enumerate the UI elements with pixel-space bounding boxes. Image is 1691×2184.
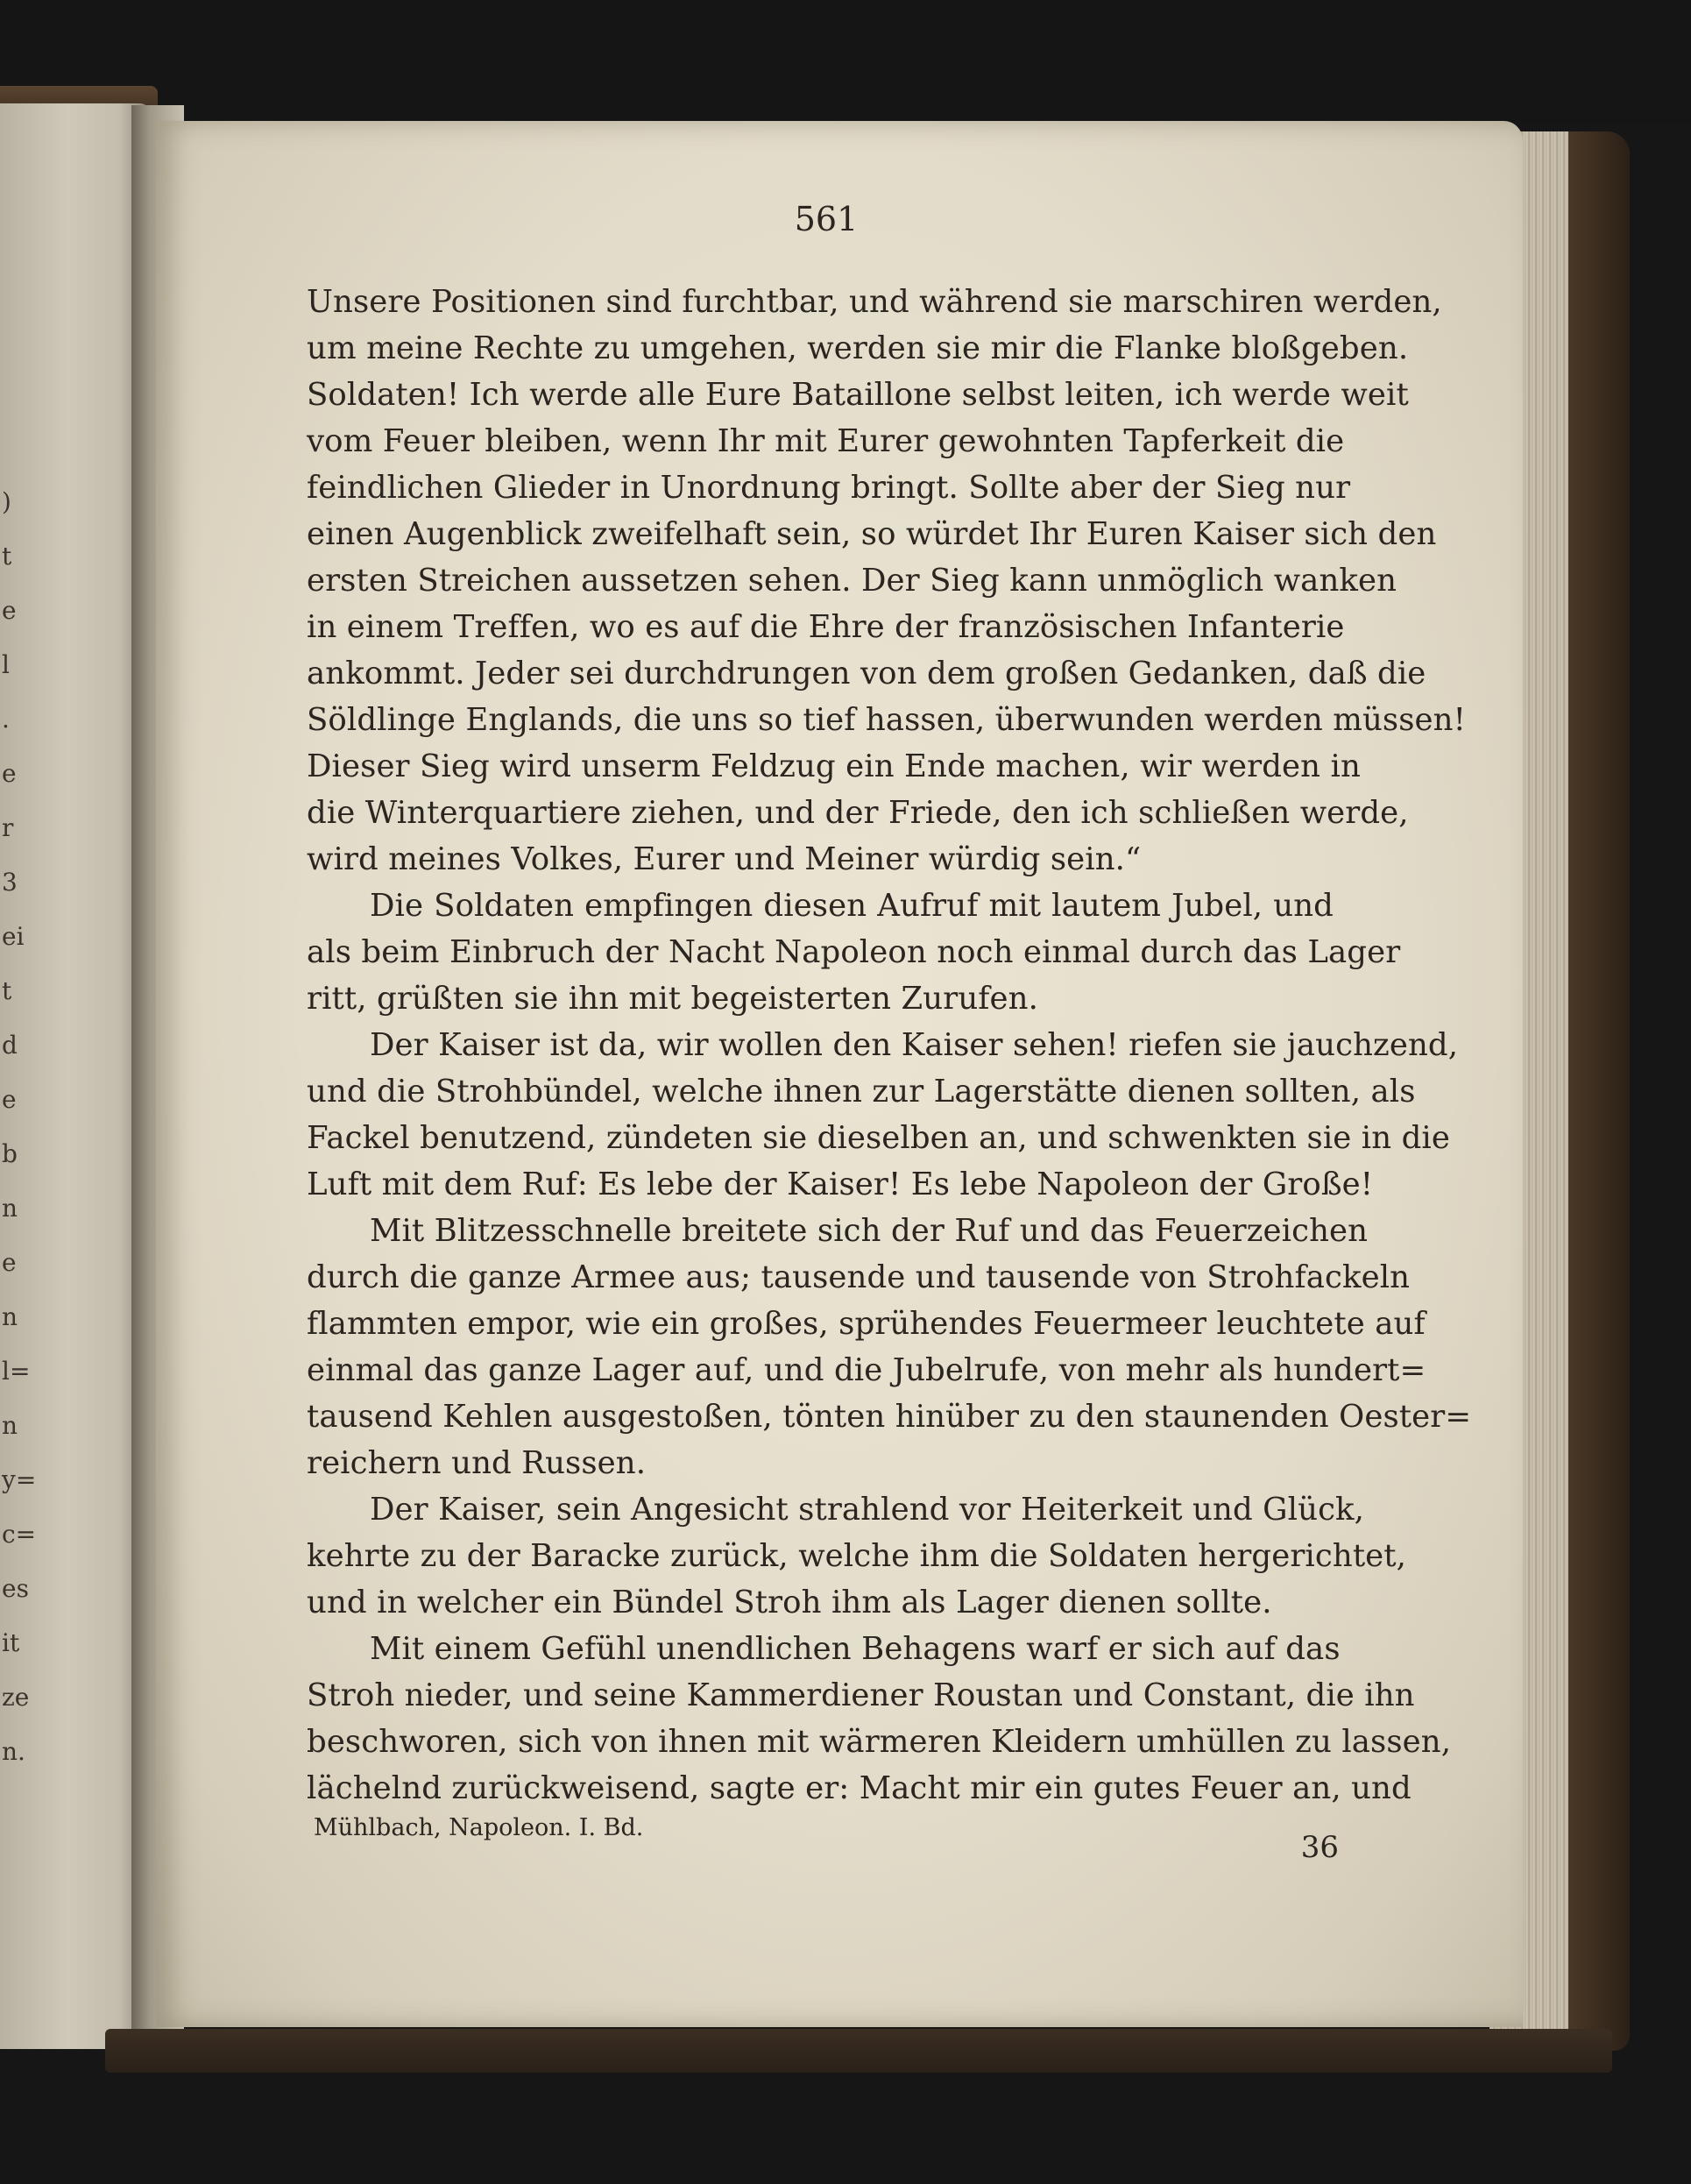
text-line: Der Kaiser ist da, wir wollen den Kaiser sehen! riefen sie jauchzend, (370, 1027, 1459, 1063)
background-surface (0, 0, 1691, 123)
text-line: Soldaten! Ich werde alle Eure Bataillone selbst leiten, ich werde weit (307, 377, 1409, 413)
text-line: Stroh nieder, und seine Kammerdiener Roustan und Constant, die ihn (307, 1677, 1415, 1713)
left-page-edge-char: n (2, 1194, 18, 1223)
left-page-edge-char: n (2, 1302, 18, 1331)
text-line: und in welcher ein Bündel Stroh ihm als Lager dienen sollte. (307, 1585, 1272, 1620)
left-page-text-edge (0, 103, 37, 2049)
text-line: ritt, grüßten sie ihn mit begeisterten Zurufen. (307, 981, 1038, 1017)
left-page-edge-char: n (2, 1411, 18, 1440)
left-page-edge-char: l= (2, 1357, 31, 1386)
text-line: einmal das ganze Lager auf, und die Jubelrufe, von mehr als hundert= (307, 1352, 1426, 1388)
text-line: ankommt. Jeder sei durchdrungen von dem großen Gedanken, daß die (307, 656, 1426, 691)
text-line: wird meines Volkes, Eurer und Meiner würdig sein.“ (307, 841, 1142, 877)
text-line: tausend Kehlen ausgestoßen, tönten hinüber zu den staunenden Oester= (307, 1399, 1472, 1435)
text-line: Die Soldaten empfingen diesen Aufruf mit lautem Jubel, und (370, 888, 1334, 924)
left-page-edge-char: t (2, 976, 12, 1005)
text-line: ersten Streichen aussetzen sehen. Der Sieg kann unmöglich wanken (307, 563, 1397, 599)
text-line: durch die ganze Armee aus; tausende und tausende von Strohfackeln (307, 1259, 1411, 1295)
left-page-edge-char: n. (2, 1737, 25, 1766)
page-footer (314, 1814, 1339, 1867)
text-line: Luft mit dem Ruf: Es lebe der Kaiser! Es lebe Napoleon der Große! (307, 1166, 1374, 1202)
left-page-edge-char: es (2, 1574, 29, 1603)
text-line: kehrte zu der Baracke zurück, welche ihm die Soldaten hergerichtet, (307, 1538, 1407, 1574)
text-line: einen Augenblick zweifelhaft sein, so würdet Ihr Euren Kaiser sich den (307, 516, 1437, 552)
right-page (156, 121, 1523, 2027)
left-page-edge-char: ze (2, 1683, 30, 1712)
left-page-edge-char: e (2, 759, 17, 788)
body-text (307, 279, 1472, 1812)
book-cover-bottom (105, 2029, 1612, 2073)
left-page-edge-char: b (2, 1139, 18, 1168)
left-page-edge-char: it (2, 1628, 20, 1657)
signature-mark: 36 (1300, 1830, 1339, 1865)
left-page-edge-char: ) (2, 487, 11, 516)
text-line: Mit einem Gefühl unendlichen Behagens warf er sich auf das (370, 1631, 1341, 1667)
left-facing-page (0, 103, 149, 2049)
left-page-edge-char: ei (2, 922, 25, 951)
text-line: und die Strohbündel, welche ihnen zur Lagerstätte dienen sollten, als (307, 1074, 1416, 1110)
text-line: Fackel benutzend, zündeten sie dieselben an, und schwenkten sie in die (307, 1120, 1450, 1156)
book-cover-right (1568, 131, 1630, 2051)
left-page-edge-char: . (2, 705, 10, 734)
text-line: lächelnd zurückweisend, sagte er: Macht mir ein gutes Feuer an, und (307, 1770, 1412, 1806)
text-line: feindlichen Glieder in Unordnung bringt. Sollte aber der Sieg nur (307, 470, 1351, 506)
text-line: Mit Blitzesschnelle breitete sich der Ruf und das Feuerzeichen (370, 1213, 1369, 1249)
left-page-edge-char: 3 (2, 868, 18, 897)
left-page-edge-char: t (2, 542, 12, 571)
text-line: in einem Treffen, wo es auf die Ehre der französischen Infanterie (307, 609, 1345, 645)
text-line: Der Kaiser, sein Angesicht strahlend vor Heiterkeit und Glück, (370, 1492, 1365, 1528)
text-line: reichern und Russen. (307, 1445, 647, 1481)
text-line: flammten empor, wie ein großes, sprühendes Feuermeer leuchtete auf (307, 1306, 1426, 1342)
left-page-edge-char: d (2, 1031, 18, 1060)
text-line: Söldlinge Englands, die uns so tief hassen, überwunden werden müssen! (307, 702, 1466, 738)
left-page-edge-char: c= (2, 1520, 37, 1549)
page-number: 561 (794, 200, 859, 238)
text-line: Unsere Positionen sind furchtbar, und während sie marschiren werden, (307, 284, 1442, 320)
left-page-edge-char: e (2, 1085, 17, 1114)
left-page-edge-char: e (2, 1248, 17, 1277)
text-line: Dieser Sieg wird unserm Feldzug ein Ende machen, wir werden in (307, 748, 1361, 784)
text-line: die Winterquartiere ziehen, und der Friede, den ich schließen werde, (307, 795, 1409, 831)
text-line: als beim Einbruch der Nacht Napoleon noch einmal durch das Lager (307, 934, 1401, 970)
left-page-edge-char: e (2, 596, 17, 625)
footer-author-title: Mühlbach, Napoleon. I. Bd. (314, 1814, 644, 1841)
text-line: um meine Rechte zu umgehen, werden sie mir die Flanke bloßgeben. (307, 330, 1409, 366)
text-line: beschworen, sich von ihnen mit wärmeren Kleidern umhüllen zu lassen, (307, 1724, 1452, 1760)
left-page-edge-char: y= (2, 1465, 37, 1494)
text-line: vom Feuer bleiben, wenn Ihr mit Eurer gewohnten Tapferkeit die (307, 423, 1345, 459)
left-page-edge-char: r (2, 813, 14, 842)
left-page-edge-char: l (2, 650, 10, 679)
